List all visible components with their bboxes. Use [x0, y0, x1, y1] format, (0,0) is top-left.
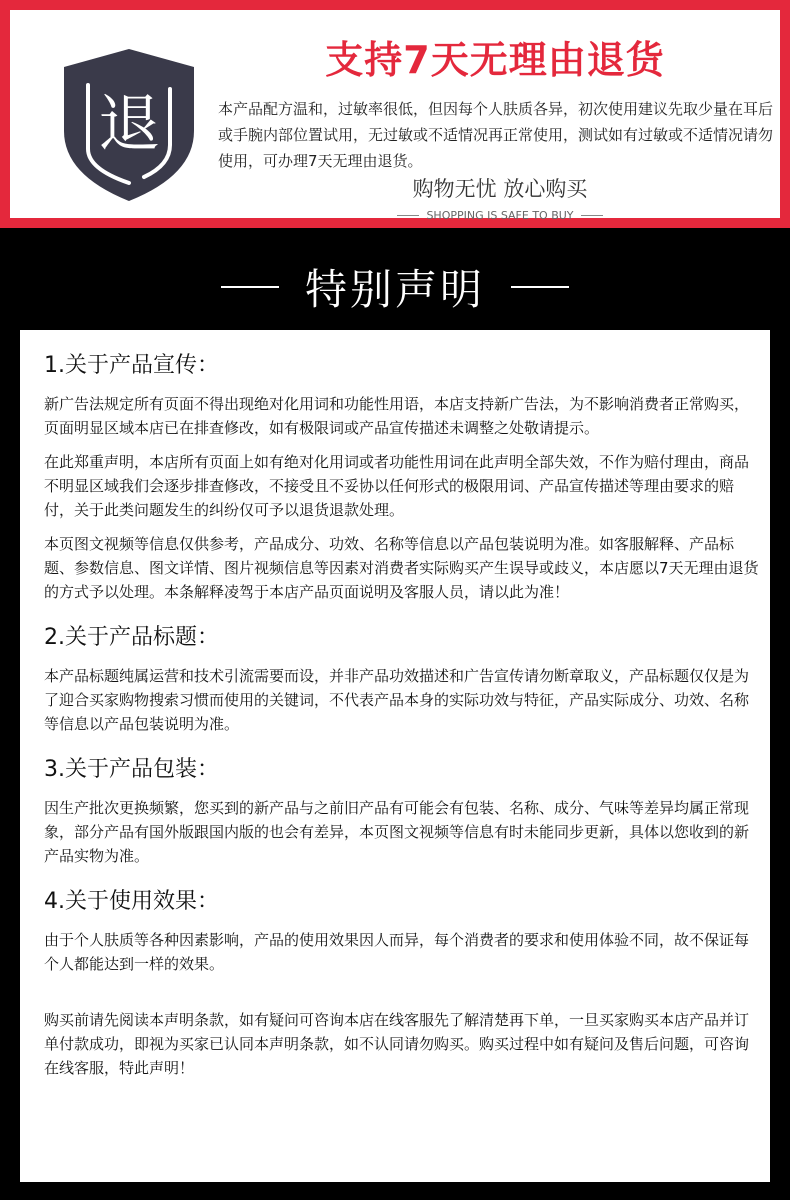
banner-sub-text: SHOPPING IS SAFE TO BUY [426, 208, 574, 222]
notice-title: 特别声明 [304, 265, 485, 314]
notice-header [0, 248, 790, 326]
banner-description: 本产品配方温和，过敏率很低，但因每个人肤质各异，初次使用建议先取少量在耳后或手腕内部位置试用，无过敏或不适情况再正常使用，测试如有过敏或不适情况请勿使用，可办理7天无理由退货。 [218, 100, 774, 170]
divider-right [581, 215, 603, 216]
return-policy-banner [0, 0, 790, 228]
section-2-heading: 2.关于产品标题： [44, 625, 219, 650]
shield-character: 退 [97, 87, 161, 160]
section-2-paragraph-1: 本产品标题纯属运营和技术引流需要而设，并非产品功效描述和广告宣传请勿断章取义，产品标题仅仅是为了迎合买家购物搜索习惯而使用的关键词，不代表产品本身的实际功效与特征，产品实际成分、功效、名称等信息以产品包装说明为准。 [44, 667, 750, 733]
header-rule-right [511, 286, 569, 288]
divider-left [397, 215, 419, 216]
header-rule-left [221, 286, 279, 288]
notice-content [44, 350, 760, 1080]
return-shield-icon [58, 45, 200, 205]
closing-statement: 购买前请先阅读本声明条款，如有疑问可咨询本店在线客服先了解清楚再下单，一旦买家购买本店产品并订单付款成功，即视为买家已认同本声明条款，如不认同请勿购买。购买过程中如有疑问及售后问题，可咨询在线客服，特此声明！ [44, 1011, 750, 1077]
banner-slogan: 购物无忧 放心购买 [412, 177, 588, 201]
section-4-heading: 4.关于使用效果： [44, 889, 219, 914]
section-3-heading: 3.关于产品包装： [44, 757, 219, 782]
section-1-paragraph-1: 新广告法规定所有页面不得出现绝对化用词和功能性用语，本店支持新广告法，为不影响消费者正常购买，页面明显区域本店已在排查修改，如有极限词或产品宣传描述未调整之处敬请提示。 [44, 395, 750, 437]
banner-title: 支持7天无理由退货 [325, 38, 665, 82]
banner-sub-slogan [280, 207, 720, 223]
section-1-paragraph-2: 在此郑重声明，本店所有页面上如有绝对化用词或者功能性用词在此声明全部失效，不作为赔付理由，商品不明显区域我们会逐步排查修改，不接受且不妥协以任何形式的极限用词、产品宣传描述等理由要求的赔付，关于此类问题发生的纠纷仅可予以退货退款处理。 [44, 453, 750, 519]
notice-panel [20, 330, 770, 1182]
section-4-paragraph-1: 由于个人肤质等各种因素影响，产品的使用效果因人而异，每个消费者的要求和使用体验不同，故不保证每个人都能达到一样的效果。 [44, 931, 750, 973]
shield-graphic [58, 45, 200, 205]
section-1-paragraph-3: 本页图文视频等信息仅供参考，产品成分、功效、名称等信息以产品包装说明为准。如客服解释、产品标题、参数信息、图文详情、图片视频信息等因素对消费者实际购买产生误导或歧义，本店愿以7天无理由退货的方式予以处理。本条解释凌驾于本店产品页面说明及客服人员，请以此为准！ [44, 535, 759, 601]
section-1-heading: 1.关于产品宣传： [44, 353, 219, 378]
section-3-paragraph-1: 因生产批次更换频繁，您买到的新产品与之前旧产品有可能会有包装、名称、成分、气味等差异均属正常现象，部分产品有国外版跟国内版的也会有差异，本页图文视频等信息有时未能同步更新，具体以您收到的新产品实物为准。 [44, 799, 750, 865]
banner-card [10, 10, 780, 222]
